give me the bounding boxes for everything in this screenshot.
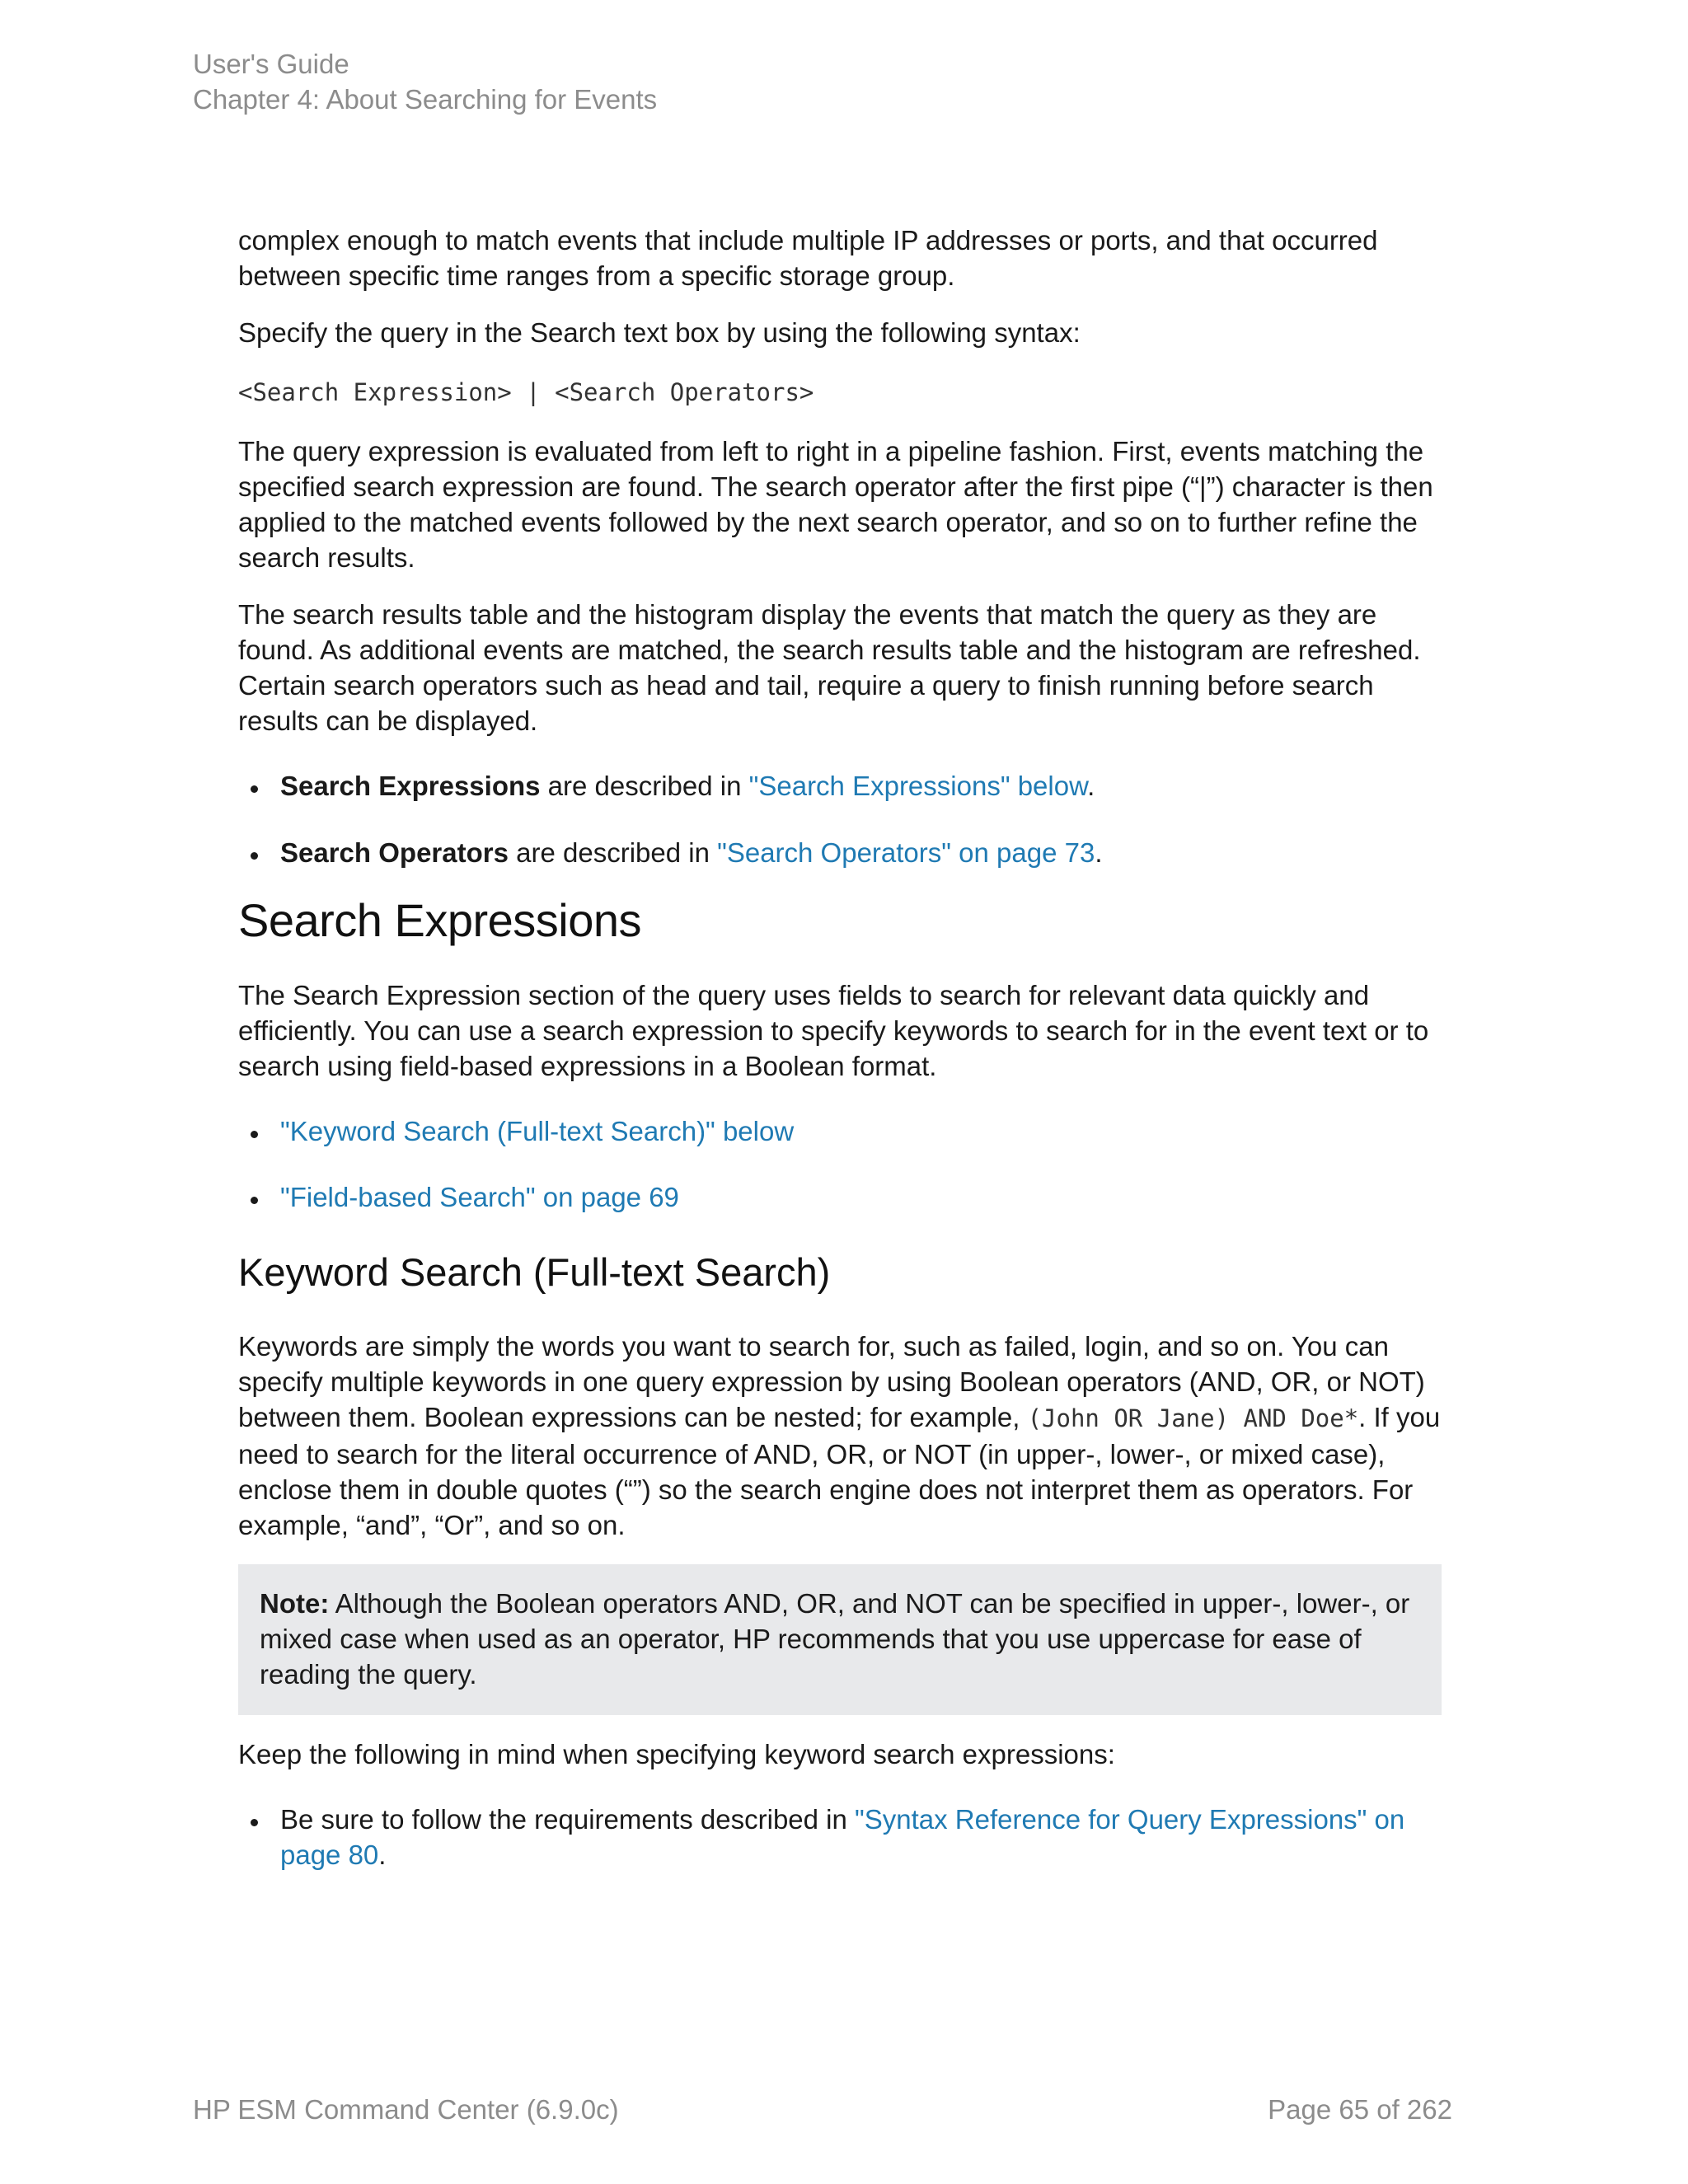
- paragraph-keywords: Keywords are simply the words you want to search for, such as failed, login, and so on. You can specify multiple keywords in one query expression by using Boolean operators (AND, OR, or NOT) between them. Boolean expressions can be nested; for example, (John OR Jane) AND Doe*. If you need to search for the literal occurrence of AND, OR, or NOT (in upper-, lower-, or mixed case), enclose them in double quotes (“”) so the search engine does not interpret them as operators. For example, “and”, “Or”, and so on.: [238, 1331, 1441, 1540]
- subsection-heading-keyword-search: Keyword Search (Full-text Search): [238, 1250, 831, 1294]
- footer-page-number: Page 65 of 262: [1268, 2094, 1452, 2125]
- page-header: [193, 46, 657, 117]
- requirements-list: [238, 1802, 1442, 1872]
- note-label: Note:: [260, 1588, 330, 1619]
- list-item: Search Expressions are described in "Search Expressions" below.: [238, 768, 1442, 804]
- list-item: [238, 1113, 1442, 1149]
- list-item: Be sure to follow the requirements described in "Syntax Reference for Query Expressions" on page 80.: [238, 1802, 1442, 1872]
- paragraph-results: The search results table and the histogram display the events that match the query as they are found. As additional events are matched, the search results table and the histogram are refreshed. Certain search operators such as head and tail, require a query to finish running before search results can be displayed.: [238, 599, 1421, 736]
- section-heading-search-expressions: Search Expressions: [238, 894, 642, 946]
- list-item: Search Operators are described in "Search Operators" on page 73.: [238, 835, 1442, 870]
- paragraph-search-expression: The Search Expression section of the query uses fields to search for relevant data quickly and efficiently. You can use a search expression to specify keywords to search for in the event text or to search using field-based expressions in a Boolean format.: [238, 980, 1429, 1081]
- chapter-title: Chapter 4: About Searching for Events: [193, 84, 658, 115]
- search-operators-link[interactable]: "Search Operators" on page 73: [717, 837, 1095, 868]
- keyword-search-link[interactable]: "Keyword Search (Full-text Search)" below: [280, 1116, 795, 1146]
- paragraph-pipeline: The query expression is evaluated from left to right in a pipeline fashion. First, events matching the specified search expression are found. The search operator after the first pipe (“|”) character is then applied to the matched events followed by the next search operator, and so on to further refine the search results.: [238, 436, 1433, 573]
- operators-list: [238, 768, 1442, 870]
- list-item-bold: Search Operators: [280, 837, 509, 868]
- subsection-links-list: [238, 1113, 1442, 1215]
- list-item-bold: Search Expressions: [280, 771, 541, 801]
- inline-code-example: (John OR Jane) AND Doe*: [1027, 1404, 1359, 1432]
- footer-product: HP ESM Command Center (6.9.0c): [193, 2094, 619, 2125]
- guide-title: User's Guide: [193, 49, 349, 79]
- field-based-search-link[interactable]: "Field-based Search" on page 69: [280, 1182, 679, 1212]
- search-expressions-link[interactable]: "Search Expressions" below: [748, 771, 1088, 801]
- paragraph-keep-in-mind: Keep the following in mind when specifying keyword search expressions:: [238, 1739, 1115, 1769]
- syntax-reference-link[interactable]: "Syntax Reference for Query Expressions" on page 80: [280, 1804, 1405, 1870]
- paragraph-intro-continued: complex enough to match events that include multiple IP addresses or ports, and that occurred between specific time ranges from a specific storage group.: [238, 225, 1378, 291]
- note-box: [238, 1564, 1442, 1715]
- list-item: [238, 1179, 1442, 1215]
- paragraph-syntax-intro: Specify the query in the Search text box by using the following syntax:: [238, 317, 1081, 348]
- page-content: [238, 223, 1442, 1872]
- syntax-code: <Search Expression> | <Search Operators>: [238, 378, 814, 406]
- note-text: Although the Boolean operators AND, OR, and NOT can be specified in upper-, lower-, or mixed case when used as an operator, HP recommends that you use uppercase for ease of reading the query.: [260, 1588, 1410, 1690]
